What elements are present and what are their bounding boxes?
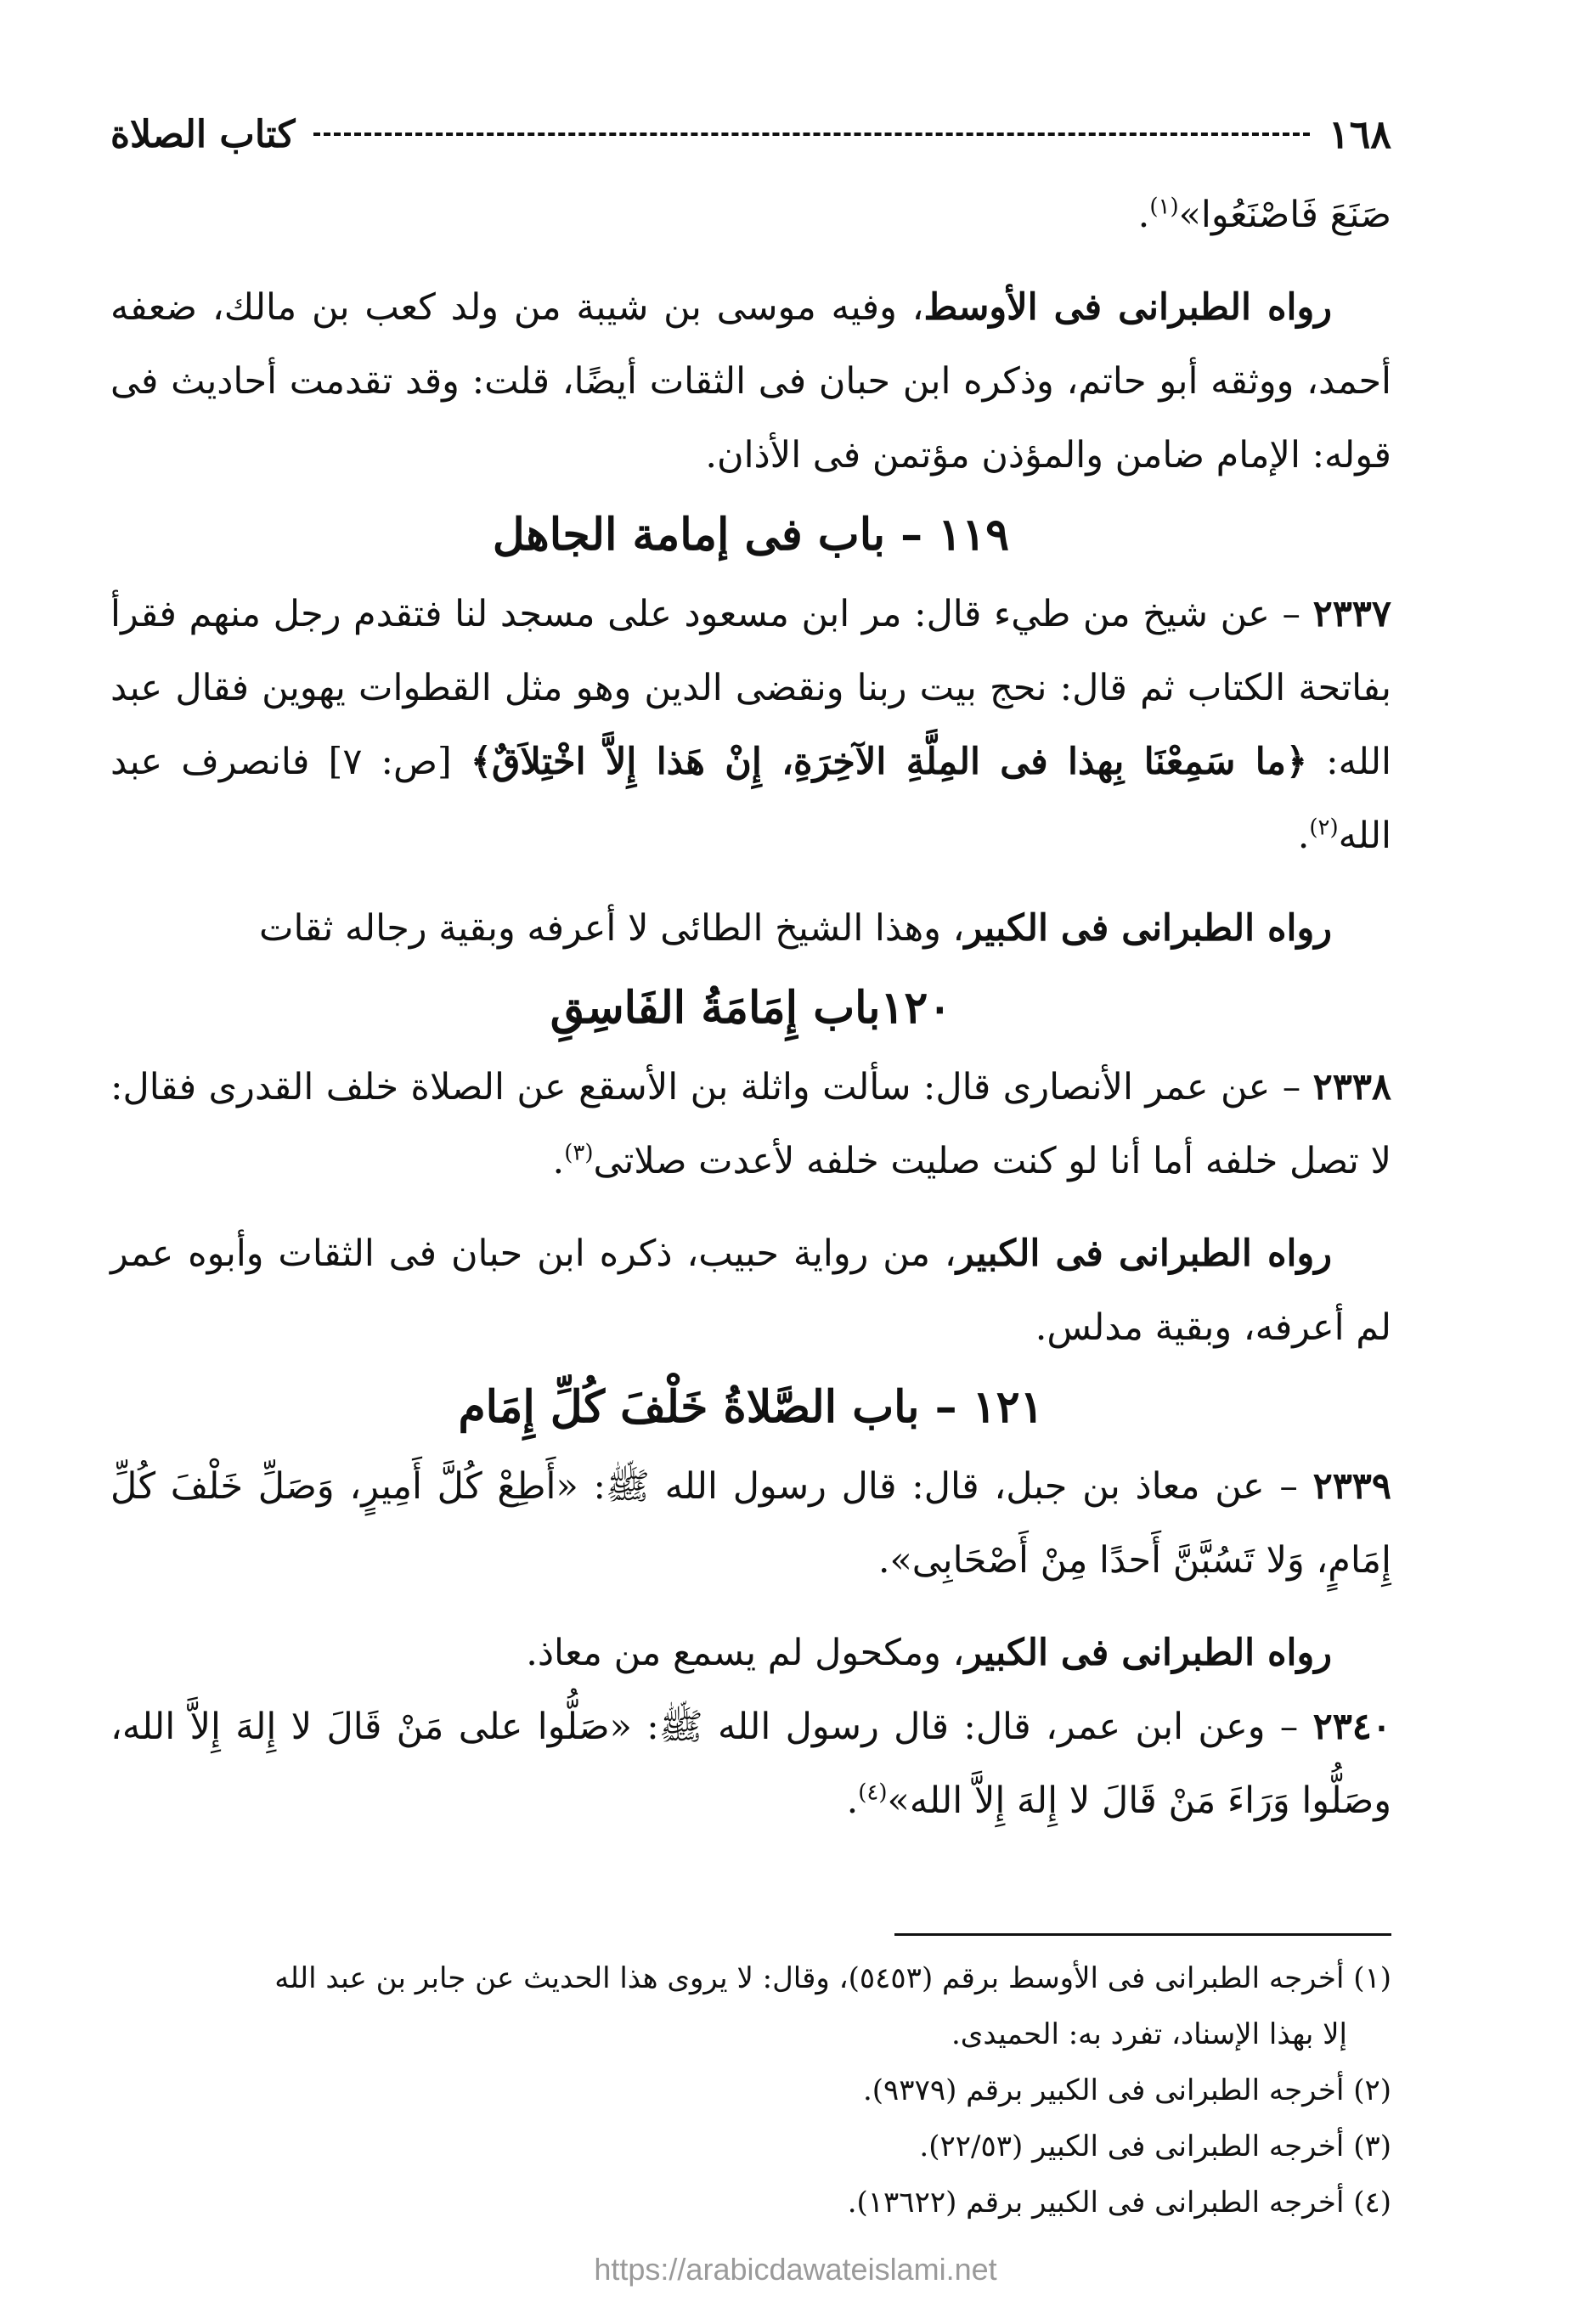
main-text	[110, 178, 1391, 1838]
hadith-continuation: صَنَعَ فَاصْنَعُوا»$^{(١)}$.	[1137, 194, 1391, 236]
commentary-paragraph: رواه الطبرانى فى الكبير، من رواية حبيب، ذكره ابن حبان فى الثقات وأبوه عمر لم أعرفه، وبقية مدلس.	[110, 1233, 1391, 1349]
footnotes	[110, 1952, 1391, 2232]
footnote-4: (٤) أخرجه الطبرانى فى الكبير برقم (١٣٦٢٢).	[847, 2186, 1391, 2220]
commentary-paragraph: رواه الطبرانى فى الكبير، وهذا الشيخ الطائى لا أعرفه وبقية رجاله ثقات	[259, 907, 1332, 950]
footnote-ref: (٢)	[1309, 815, 1339, 841]
commentary-paragraph: رواه الطبرانى فى الأوسط، وفيه موسى بن شيبة من ولد كعب بن مالك، ضعفه أحمد، ووثقه أبو حاتم، وذكره ابن حبان فى الثقات أيضًا، قلت: وقد تقدمت أحاديث فى قوله: الإمام ضامن والمؤذن مؤتمن فى الأذان.	[110, 286, 1391, 477]
page-header	[110, 109, 1391, 160]
footnote-1: (١) أخرجه الطبرانى فى الأوسط برقم (٥٤٥٣)، وقال: لا يروى هذا الحديث عن جابر بن عبد الله	[274, 1961, 1391, 1995]
watermark-url: https://arabicdawateislami.net	[594, 2252, 997, 2287]
hadith-2338: ٢٣٣٨ – عن عمر الأنصارى قال: سألت واثلة بن الأسقع عن الصلاة خلف القدرى فقال: لا تصل خلفه أما أنا لو كنت صليت خلفه لأعدت صلاتى$^{(٣)}$.	[110, 1066, 1392, 1182]
book-title: كتاب الصلاة	[110, 112, 296, 156]
footnote-2: (٢) أخرجه الطبرانى فى الكبير برقم (٩٣٧٩).	[862, 2073, 1391, 2107]
footnote-separator	[894, 1933, 1391, 1936]
hadith-2339: ٢٣٣٩ – عن معاذ بن جبل، قال: قال رسول الله ﷺ: «أَطِعْ كُلَّ أَمِيرٍ، وَصَلِّ خَلْفَ كُلِّ إِمَامٍ، وَلا تَسُبَّنَّ أَحدًا مِنْ أَصْحَابِى».	[110, 1465, 1391, 1582]
hadith-2340: ٢٣٤٠ – وعن ابن عمر، قال: قال رسول الله ﷺ: «صَلُّوا على مَنْ قَالَ لا إِلهَ إِلاَّ الله، وصَلُّوا وَرَاءَ مَنْ قَالَ لا إِلهَ إِلاَّ الله»$^{(٤)}$.	[110, 1706, 1391, 1822]
page-number: ١٦٨	[1328, 111, 1391, 157]
footnote-3: (٣) أخرجه الطبرانى فى الكبير (٢٢/٥٣).	[919, 2129, 1391, 2163]
chapter-heading-121: ١٢١ – باب الصَّلاةُ خَلْفَ كُلِّ إِمَام	[458, 1381, 1044, 1433]
hadith-2337: ٢٣٣٧ – عن شيخ من طيء قال: مر ابن مسعود على مسجد لنا فتقدم رجل منهم فقرأ بفاتحة الكتاب ثم قال: نحج بيت ربنا ونقضى الدين وهو مثل القطوات يهوين فقال عبد الله: ﴿ما سَمِعْنَا بِهذا فى المِلَّةِ الآخِرَةِ، إِنْ هَذا إِلاَّ اخْتِلاَقٌ﴾ [ص: ٧] فانصرف عبد الله$^{(٢)}$.	[110, 593, 1391, 857]
footnote-ref: (٤)	[858, 1780, 888, 1806]
footnote-ref: (٣)	[564, 1140, 594, 1166]
commentary-paragraph: رواه الطبرانى فى الكبير، ومكحول لم يسمع من معاذ.	[526, 1632, 1332, 1674]
footnote-1-continuation: إلا بهذا الإسناد، تفرد به: الحميدى.	[951, 2017, 1347, 2051]
chapter-heading-119: ١١٩ – باب فى إمامة الجاهل	[492, 509, 1010, 561]
footnote-ref: (١)	[1149, 194, 1179, 220]
header-dashed-rule	[313, 133, 1309, 136]
chapter-heading-120: ١٢٠باب إِمَامَةُ الفَاسِقِ	[550, 982, 952, 1034]
quran-quote: ﴿ما سَمِعْنَا بِهذا فى المِلَّةِ الآخِرَةِ، إِنْ هَذا إِلاَّ اخْتِلاَقٌ﴾	[470, 741, 1308, 783]
